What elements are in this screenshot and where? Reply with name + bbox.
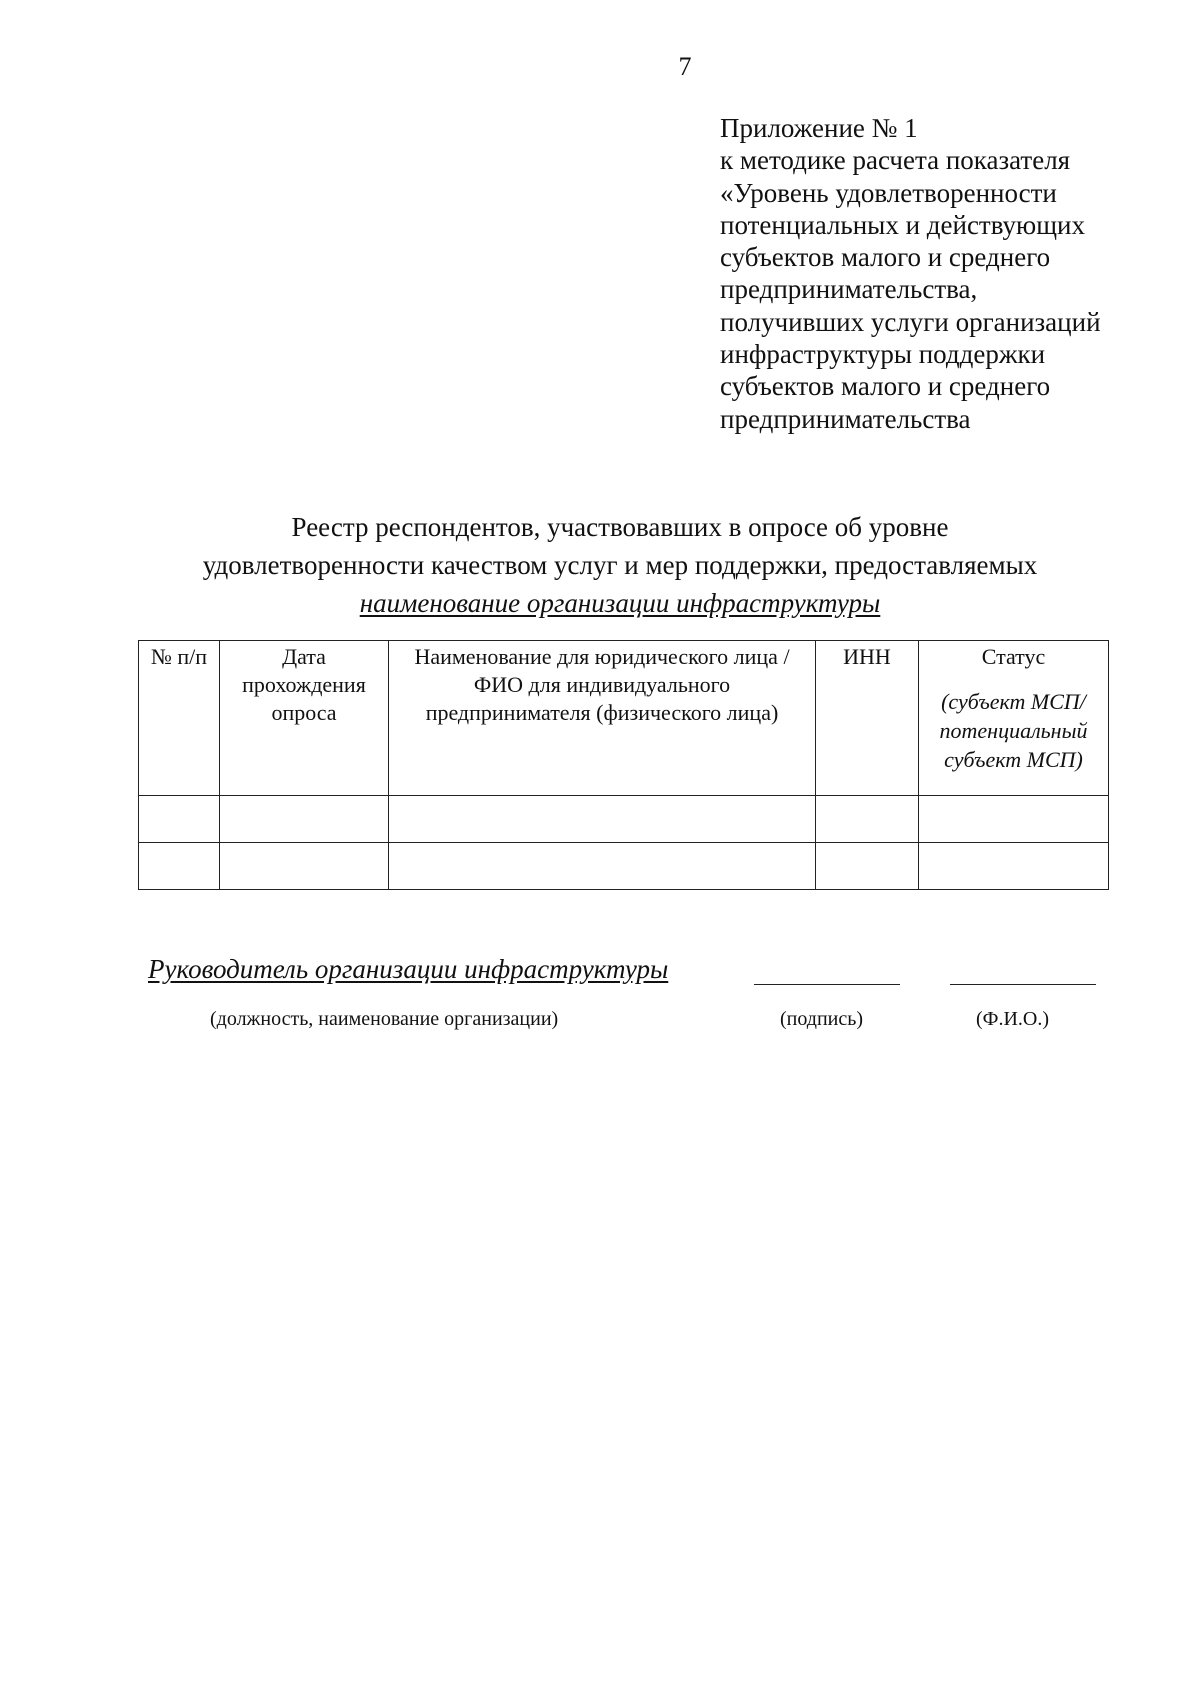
column-header-status xyxy=(919,641,1109,796)
column-header-number: № п/п xyxy=(139,641,220,796)
full-name-caption: (Ф.И.О.) xyxy=(976,1008,1050,1030)
signature-block xyxy=(148,954,1108,1044)
head-of-organization-label: Руководитель организации инфраструктуры xyxy=(148,954,669,984)
appendix-line: к методике расчета показателя xyxy=(720,145,1071,176)
appendix-line: инфраструктуры поддержки xyxy=(720,339,1046,370)
organization-name-placeholder: наименование организации инфраструктуры xyxy=(359,588,881,618)
appendix-line: «Уровень удовлетворенности xyxy=(720,177,1057,208)
table-cell xyxy=(220,843,389,890)
position-caption: (должность, наименование организации) xyxy=(210,1008,559,1030)
status-note: (субъект МСП/ потенциальный субъект МСП) xyxy=(939,689,1088,772)
column-header-inn: ИНН xyxy=(816,641,919,796)
table-cell xyxy=(389,796,816,843)
appendix-line: субъектов малого и среднего xyxy=(720,371,1051,402)
column-header-date: Дата прохождения опроса xyxy=(220,641,389,796)
appendix-line: субъектов малого и среднего xyxy=(720,242,1051,273)
table-cell xyxy=(919,796,1109,843)
table-cell xyxy=(919,843,1109,890)
appendix-line: предпринимательства, xyxy=(720,274,978,305)
table-row xyxy=(139,843,1109,890)
table-cell xyxy=(816,796,919,843)
table-cell xyxy=(139,796,220,843)
title-line-2: удовлетворенности качеством услуг и мер поддержки, предоставляемых xyxy=(202,550,1038,580)
table-row xyxy=(139,796,1109,843)
page-number: 7 xyxy=(678,52,692,81)
respondents-registry-table xyxy=(138,640,1109,890)
document-title xyxy=(120,508,1120,622)
signature-caption: (подпись) xyxy=(780,1008,864,1030)
appendix-line: Приложение № 1 xyxy=(720,113,918,143)
table-cell xyxy=(389,843,816,890)
table-cell xyxy=(220,796,389,843)
table-header-row xyxy=(139,641,1109,796)
table-cell xyxy=(816,843,919,890)
signature-line xyxy=(754,984,900,985)
appendix-line: получивших услуги организаций xyxy=(720,306,1101,337)
title-line-1: Реестр респондентов, участвовавших в опросе об уровне xyxy=(291,512,949,542)
appendix-line: потенциальных и действующих xyxy=(720,209,1085,240)
table-cell xyxy=(139,843,220,890)
appendix-line: предпринимательства xyxy=(720,403,971,434)
appendix-header xyxy=(720,112,1160,435)
full-name-line xyxy=(950,984,1096,985)
column-header-name: Наименование для юридического лица / ФИО для индивидуального предпринимателя (физического лица) xyxy=(389,641,816,796)
status-label: Статус xyxy=(981,644,1046,669)
